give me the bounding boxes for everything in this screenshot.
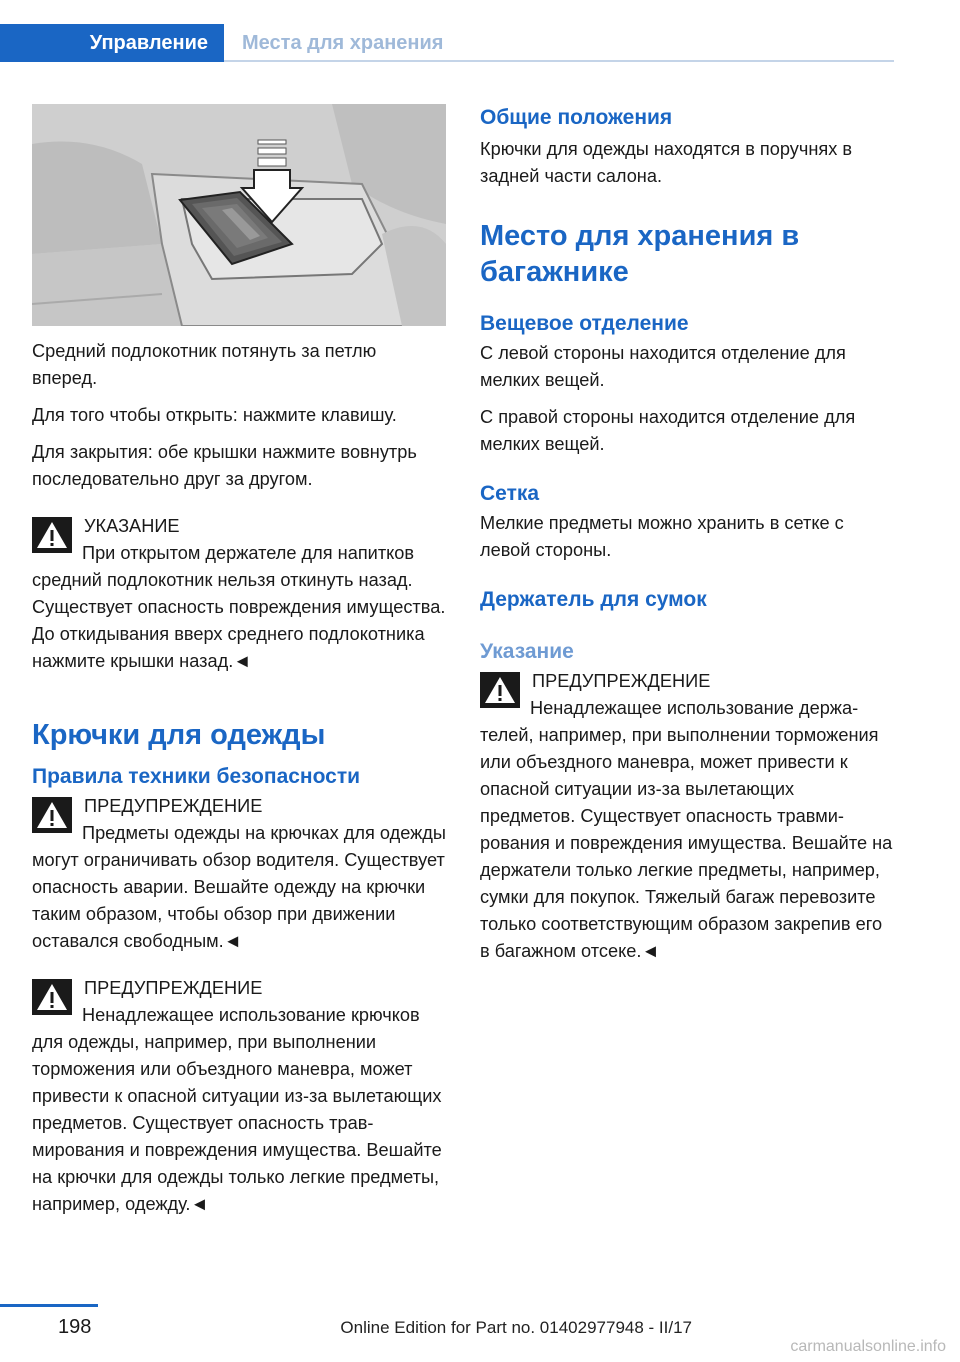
edition-info: Online Edition for Part no. 01402977948 - II/17	[340, 1318, 692, 1337]
compartment-left-text: С левой стороны находится отделение для мелких вещей.	[480, 343, 846, 390]
header-subsection-label: Места для хранения	[242, 31, 444, 54]
watermark: carmanualsonline.info	[790, 1338, 946, 1355]
warning-triangle-icon	[32, 797, 72, 833]
heading-safety-rules: Правила техники безопасности	[32, 765, 361, 788]
header-section-label: Управление	[89, 31, 208, 54]
warning-1-text: Предметы одежды на крючках для одежды могут ограничивать обзор водителя. Существует опасность аварии. Вешайте одежду на крючки таким образом, чтобы обзор при движении оставался свободным.◄	[32, 823, 446, 951]
warning-3-title: ПРЕДУПРЕЖДЕНИЕ	[532, 671, 711, 691]
heading-clothes-hooks: Крючки для одежды	[32, 719, 326, 751]
warning-block-3	[480, 668, 894, 965]
warning-3-text: Ненадлежащее использование держателей, например, при выполнении торможения или объездного маневра, может привести к опасной ситуации из-за вылетающих предметов. Существует опасность травмирования и повреждения имущества. Вешайте на держатели только легкие предметы, например, сумки для покупок. Тяжелый багаж перевозите только соответствующим образом закрепив его в багажном отсеке.◄	[480, 698, 893, 961]
heading-trunk-storage: Место для хранения в багажнике	[480, 220, 800, 288]
net-text: Мелкие предметы можно хранить в сетке с левой стороны.	[480, 513, 844, 560]
heading-general: Общие положения	[480, 106, 673, 129]
warning-block-1	[32, 793, 446, 955]
header-section-tab	[0, 24, 224, 62]
footer-divider	[0, 1304, 98, 1307]
warning-1-title: ПРЕДУПРЕЖДЕНИЕ	[84, 796, 263, 816]
heading-bag-holder: Держатель для сумок	[480, 588, 707, 611]
warning-triangle-icon	[480, 672, 520, 708]
heading-note: Указание	[480, 640, 574, 663]
armrest-illustration	[32, 104, 446, 326]
right-column	[480, 104, 894, 975]
general-text: Крючки для одежды находятся в поручнях в задней части салона.	[480, 139, 853, 186]
left-column	[32, 104, 446, 1228]
page-number: 198	[58, 1316, 92, 1338]
warning-triangle-icon	[32, 979, 72, 1015]
notice-block	[32, 513, 446, 675]
caption-open: Для того чтобы открыть: нажмите клавишу.	[32, 405, 397, 425]
notice-text: При открытом держателе для напитков средний подлокотник нельзя откинуть назад. Существует опасность повреждения имущества. До откидывания вверх среднего подлокотника нажмите крышки назад.◄	[32, 543, 446, 671]
header-divider	[224, 60, 894, 62]
warning-block-2	[32, 975, 446, 1218]
notice-title: УКАЗАНИЕ	[84, 516, 180, 536]
caption-close: Для закрытия: обе крышки нажмите вовнутрь последовательно друг за другом.	[32, 442, 417, 489]
warning-2-text: Ненадлежащее использование крючков для одежды, например, при выполнении торможения или объездного маневра, может привести к опасной ситуации из-за вылетающих предметов. Существует опасность травмирования и повреждения имущества. Вешайте на крючки для одежды только легкие предметы, например, одежду.◄	[32, 1005, 442, 1214]
caption-pull-armrest: Средний подлокотник потянуть за петлю вперед.	[32, 341, 377, 388]
caution-triangle-icon	[32, 517, 72, 553]
compartment-right-text: С правой стороны находится отделение для мелких вещей.	[480, 407, 856, 454]
heading-net: Сетка	[480, 482, 540, 505]
warning-2-title: ПРЕДУПРЕЖДЕНИЕ	[84, 978, 263, 998]
heading-compartment: Вещевое отделение	[480, 312, 689, 335]
armrest-illustration-svg	[32, 104, 446, 326]
header-subsection-tab	[242, 24, 443, 62]
